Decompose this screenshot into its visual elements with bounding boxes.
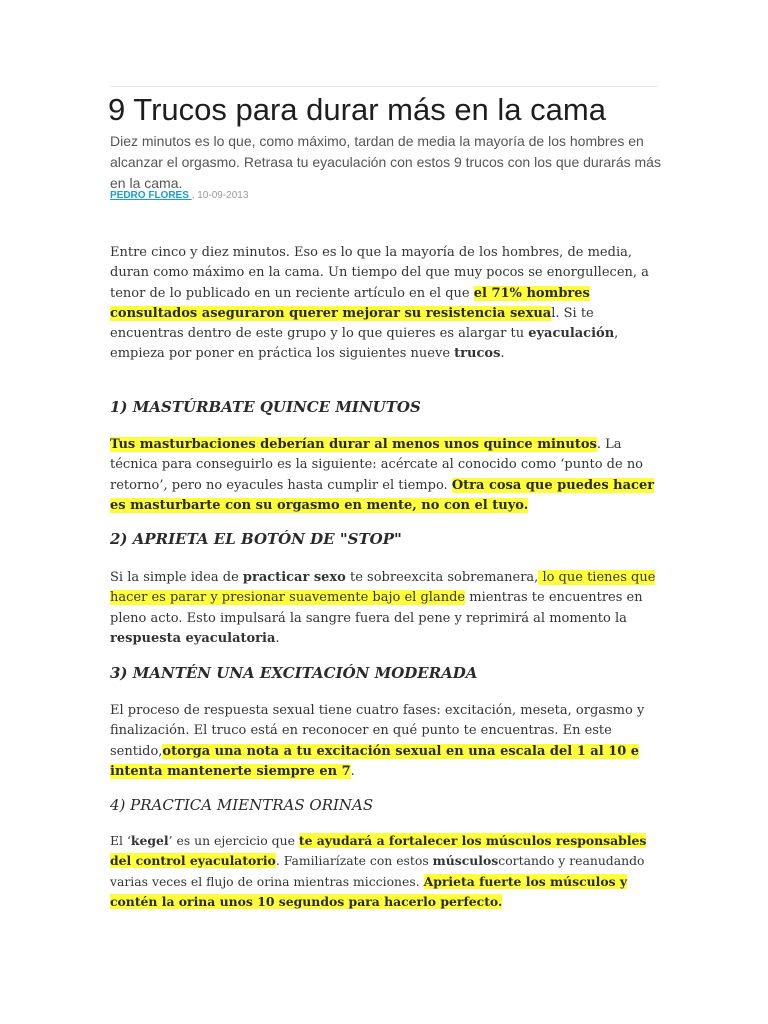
section-3-text-2: .	[350, 763, 355, 779]
article-title: 9 Trucos para durar más en la cama	[108, 92, 606, 127]
author-link[interactable]: PEDRO FLORES	[110, 190, 192, 201]
section-heading-2: 2) APRIETA EL BOTÓN DE "STOP"	[110, 530, 402, 548]
section-2-highlight: lo que tienes que hacer es parar y presionar suavemente bajo el glande	[110, 570, 656, 606]
section-4-bold-1: kegel	[130, 833, 169, 848]
section-2-text-2: te sobreexcita sobremanera,	[345, 570, 539, 585]
top-divider	[110, 86, 658, 87]
intro-text-1: Entre cinco y diez minutos. Eso es lo que la mayoría de los hombres, de media, duran como máximo en la cama. Un tiempo del que muy pocos se enorgullecen, a tenor de lo publicado en un reciente artículo en el que	[110, 245, 649, 301]
intro-bold-1: eyaculación	[528, 326, 615, 342]
section-2-text-1: Si la simple idea de	[110, 570, 243, 585]
section-4-text-3: . Familiarízate con estos	[275, 853, 433, 869]
section-4-paragraph	[110, 831, 666, 912]
section-1-text: . La técnica para conseguirlo es la siguiente: acércate al conocido como ‘punto de no retorno’, pero no eyacules hasta cumplir el tiempo.	[110, 437, 644, 493]
section-3-highlight: otorga una nota a tu excitación sexual en una escala del 1 al 10 e intenta mantenerte siempre en 7	[110, 743, 640, 779]
section-2-bold-1: practicar sexo	[242, 570, 346, 585]
section-4-text-2: ’ es un ejercicio que	[168, 833, 299, 848]
intro-text-4: .	[500, 346, 505, 362]
section-heading-1: 1) MASTÚRBATE QUINCE MINUTOS	[110, 398, 421, 416]
section-4-highlight-1: te ayudará a fortalecer los músculos responsables del control eyaculatorio	[110, 833, 647, 869]
section-4-highlight-2: Aprieta fuerte los músculos y contén la orina unos 10 segundos para hacerlo perfecto.	[110, 873, 628, 909]
section-1-highlight-1: Tus masturbaciones deberían durar al menos unos quince minutos	[110, 437, 597, 452]
intro-text-2: l. Si te encuentras dentro de este grupo y lo que quieres es alargar tu	[110, 305, 594, 342]
section-3-paragraph	[110, 701, 666, 782]
section-1-paragraph	[110, 435, 666, 516]
intro-bold-2: trucos	[454, 346, 501, 362]
section-heading-3: 3) MANTÉN UNA EXCITACIÓN MODERADA	[110, 664, 478, 682]
publish-date: 10-09-2013	[197, 190, 249, 201]
section-4-text-1: El ‘	[110, 833, 131, 848]
intro-text-3: , empieza por poner en práctica los siguientes nueve	[110, 326, 619, 362]
section-1-highlight-2: Otra cosa que puedes hacer es masturbarte con su orgasmo en mente, no con el tuyo.	[110, 477, 655, 513]
section-2-text-4: .	[275, 630, 280, 646]
section-2-bold-2: respuesta eyaculatoria	[110, 630, 276, 646]
section-4-text-4: cortando y reanudando varias veces el flujo de orina mientras micciones.	[110, 853, 645, 889]
section-3-text-1: El proceso de respuesta sexual tiene cuatro fases: excitación, meseta, orgasmo y finalización. El truco está en reconocer en qué punto te encuentras. En este sentido,	[110, 703, 645, 759]
intro-highlight: el 71% hombres consultados aseguraron querer mejorar su resistencia sexua	[110, 285, 590, 321]
article-subtitle: Diez minutos es lo que, como máximo, tardan de media la mayoría de los hombres en alcanzar el orgasmo. Retrasa tu eyaculación con estos 9 trucos con los que durarás más en la cama.	[110, 133, 661, 191]
byline	[110, 190, 248, 201]
section-4-bold-2: músculos	[432, 853, 499, 869]
section-2-paragraph	[110, 568, 666, 649]
section-2-text-3: mientras te encuentres en pleno acto. Esto impulsará la sangre fuera del pene y reprimirá al momento la	[110, 590, 643, 626]
byline-separator: ,	[191, 190, 198, 201]
intro-paragraph	[110, 243, 666, 365]
section-heading-4: 4) PRACTICA MIENTRAS ORINAS	[110, 796, 374, 814]
